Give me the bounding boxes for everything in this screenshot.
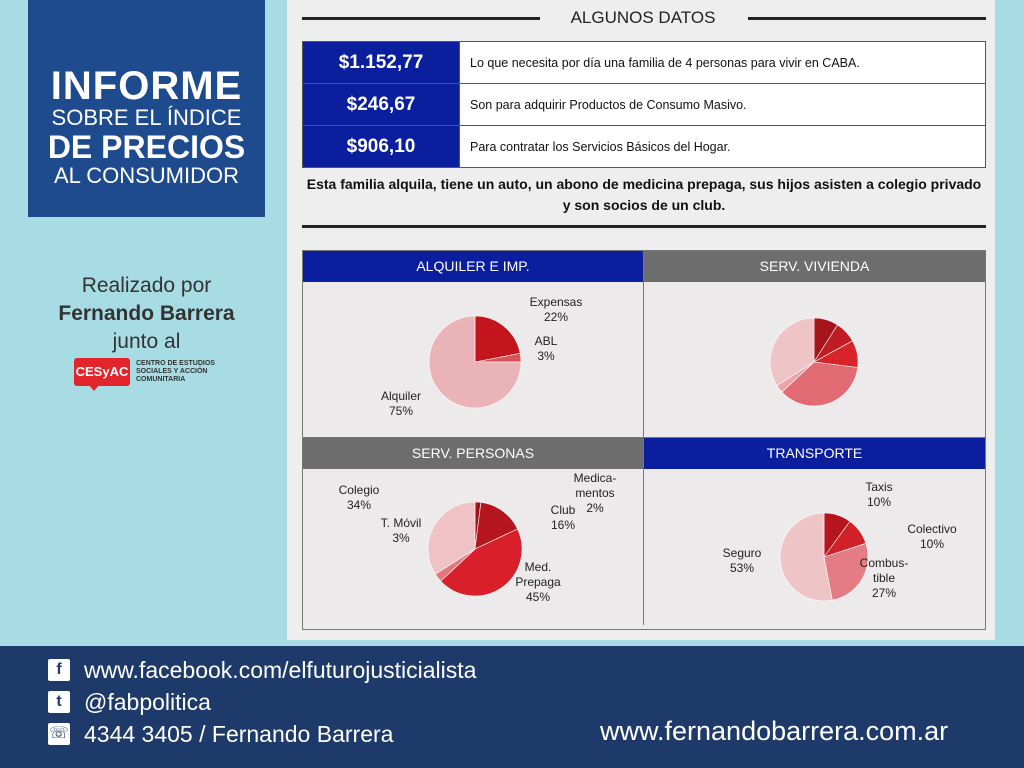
credits <box>28 272 265 356</box>
phone-number: 4344 3405 / Fernando Barrera <box>84 720 394 747</box>
credits-line-1: Realizado por <box>81 274 212 297</box>
chart-alquiler <box>303 251 644 438</box>
title-line-1: INFORME <box>50 64 243 108</box>
slice-label-group <box>551 503 576 532</box>
fact-amount: $906,10 <box>303 126 460 168</box>
pie-chart-transporte <box>644 469 985 629</box>
credits-line-3: junto al <box>112 330 181 353</box>
slice-category-label: ABL <box>534 334 558 348</box>
fact-description: Lo que necesita por día una familia de 4 personas para vivir en CABA. <box>460 42 986 84</box>
slice-category-label: Medica- <box>573 471 617 485</box>
twitter-icon: t <box>48 691 70 713</box>
note-rule <box>302 225 986 228</box>
report-title-box <box>28 0 265 217</box>
slice-category-label: Expensas <box>529 295 583 309</box>
fact-amount: $246,67 <box>303 84 460 126</box>
slice-label-group <box>381 516 422 545</box>
slice-label-group <box>535 334 558 363</box>
slice-value-label: 2% <box>586 501 604 515</box>
slice-value-label: 16% <box>550 518 576 532</box>
facebook-icon: f <box>48 659 70 681</box>
title-line-4: AL CONSUMIDOR <box>54 163 239 188</box>
slice-value-label: 3% <box>392 531 410 545</box>
fact-description: Para contratar los Servicios Básicos del Hogar. <box>460 126 986 168</box>
credits-author: Fernando Barrera <box>58 302 235 325</box>
slice-label-group <box>860 556 909 600</box>
slice-label-group <box>515 560 561 604</box>
pie-chart-alquiler <box>303 282 644 438</box>
slice-value-label: 3% <box>537 349 555 363</box>
slice-value-label: 53% <box>729 561 755 575</box>
chart-title: TRANSPORTE <box>644 438 985 469</box>
slice-category-label: Combus- <box>859 556 909 570</box>
footer <box>0 644 1024 768</box>
table-row <box>303 42 986 84</box>
fact-amount: $1.152,77 <box>303 42 460 84</box>
slice-category-label: mentos <box>575 486 615 500</box>
chart-title: SERV. PERSONAS <box>303 438 643 469</box>
title-line-3: DE PRECIOS <box>47 129 246 165</box>
slice-value-label: 22% <box>543 310 569 324</box>
slice-category-label: Colegio <box>338 483 380 497</box>
facebook-link[interactable]: www.facebook.com/elfuturojusticialista <box>84 656 477 683</box>
cesyac-logo <box>48 356 238 390</box>
slice-category-label: Club <box>550 503 576 517</box>
slice-category-label: Seguro <box>722 546 762 560</box>
slice-category-label: Colectivo <box>907 522 957 536</box>
slice-category-label: T. Móvil <box>380 516 422 530</box>
slice-category-label: Alquiler <box>380 389 422 403</box>
twitter-handle[interactable]: @fabpolitica <box>84 688 211 715</box>
chart-transporte <box>644 438 985 625</box>
slice-label-group <box>339 483 380 512</box>
cesyac-logo-subtitle: CENTRO DE ESTUDIOS SOCIALES Y ACCIÓN COMUNITARIA <box>136 360 215 383</box>
slice-label-group <box>381 389 421 418</box>
pie-chart-vivienda <box>644 282 985 438</box>
table-row <box>303 126 986 168</box>
slice-value-label: 27% <box>871 586 897 600</box>
slice-value-label: 34% <box>346 498 372 512</box>
slice-label-group <box>723 546 762 575</box>
slice-value-label: 10% <box>866 495 892 509</box>
footer-twitter[interactable] <box>48 688 211 716</box>
website-link[interactable]: www.fernandobarrera.com.ar <box>600 716 949 746</box>
slice-value-label: 75% <box>388 404 414 418</box>
section-rule-left <box>302 17 540 20</box>
slice-label-group <box>865 480 892 509</box>
footer-phone <box>48 720 393 748</box>
table-row <box>303 84 986 126</box>
slice-value-label: 10% <box>919 537 945 551</box>
slice-label-group <box>907 522 957 551</box>
phone-icon: ☏ <box>48 723 70 745</box>
slice-category-label: Med. <box>524 560 552 574</box>
facts-table <box>302 41 986 168</box>
charts-grid <box>302 250 986 630</box>
chart-title: ALQUILER E IMP. <box>303 251 643 282</box>
slice-value-label: 45% <box>525 590 551 604</box>
family-note: Esta familia alquila, tiene un auto, un abono de medicina prepaga, sus hijos asisten a colegio privado y son socios de un club. <box>306 176 982 213</box>
chart-personas <box>303 438 644 625</box>
slice-category-label: Prepaga <box>515 575 561 589</box>
cesyac-logo-mark: CESyAC <box>74 358 130 386</box>
chart-vivienda <box>644 251 985 438</box>
slice-category-label: Taxis <box>865 480 893 494</box>
cesyac-logo-tail <box>88 384 100 391</box>
slice-label-group <box>574 471 617 515</box>
slice-label-group <box>530 295 583 324</box>
pie-chart-personas <box>303 469 644 629</box>
section-rule-right <box>748 17 986 20</box>
section-title: ALGUNOS DATOS <box>570 8 716 27</box>
chart-title: SERV. VIVIENDA <box>644 251 985 282</box>
slice-category-label: tible <box>872 571 896 585</box>
title-line-2: SOBRE EL ÍNDICE <box>51 105 242 130</box>
footer-facebook[interactable] <box>48 656 476 684</box>
fact-description: Son para adquirir Productos de Consumo Masivo. <box>460 84 986 126</box>
